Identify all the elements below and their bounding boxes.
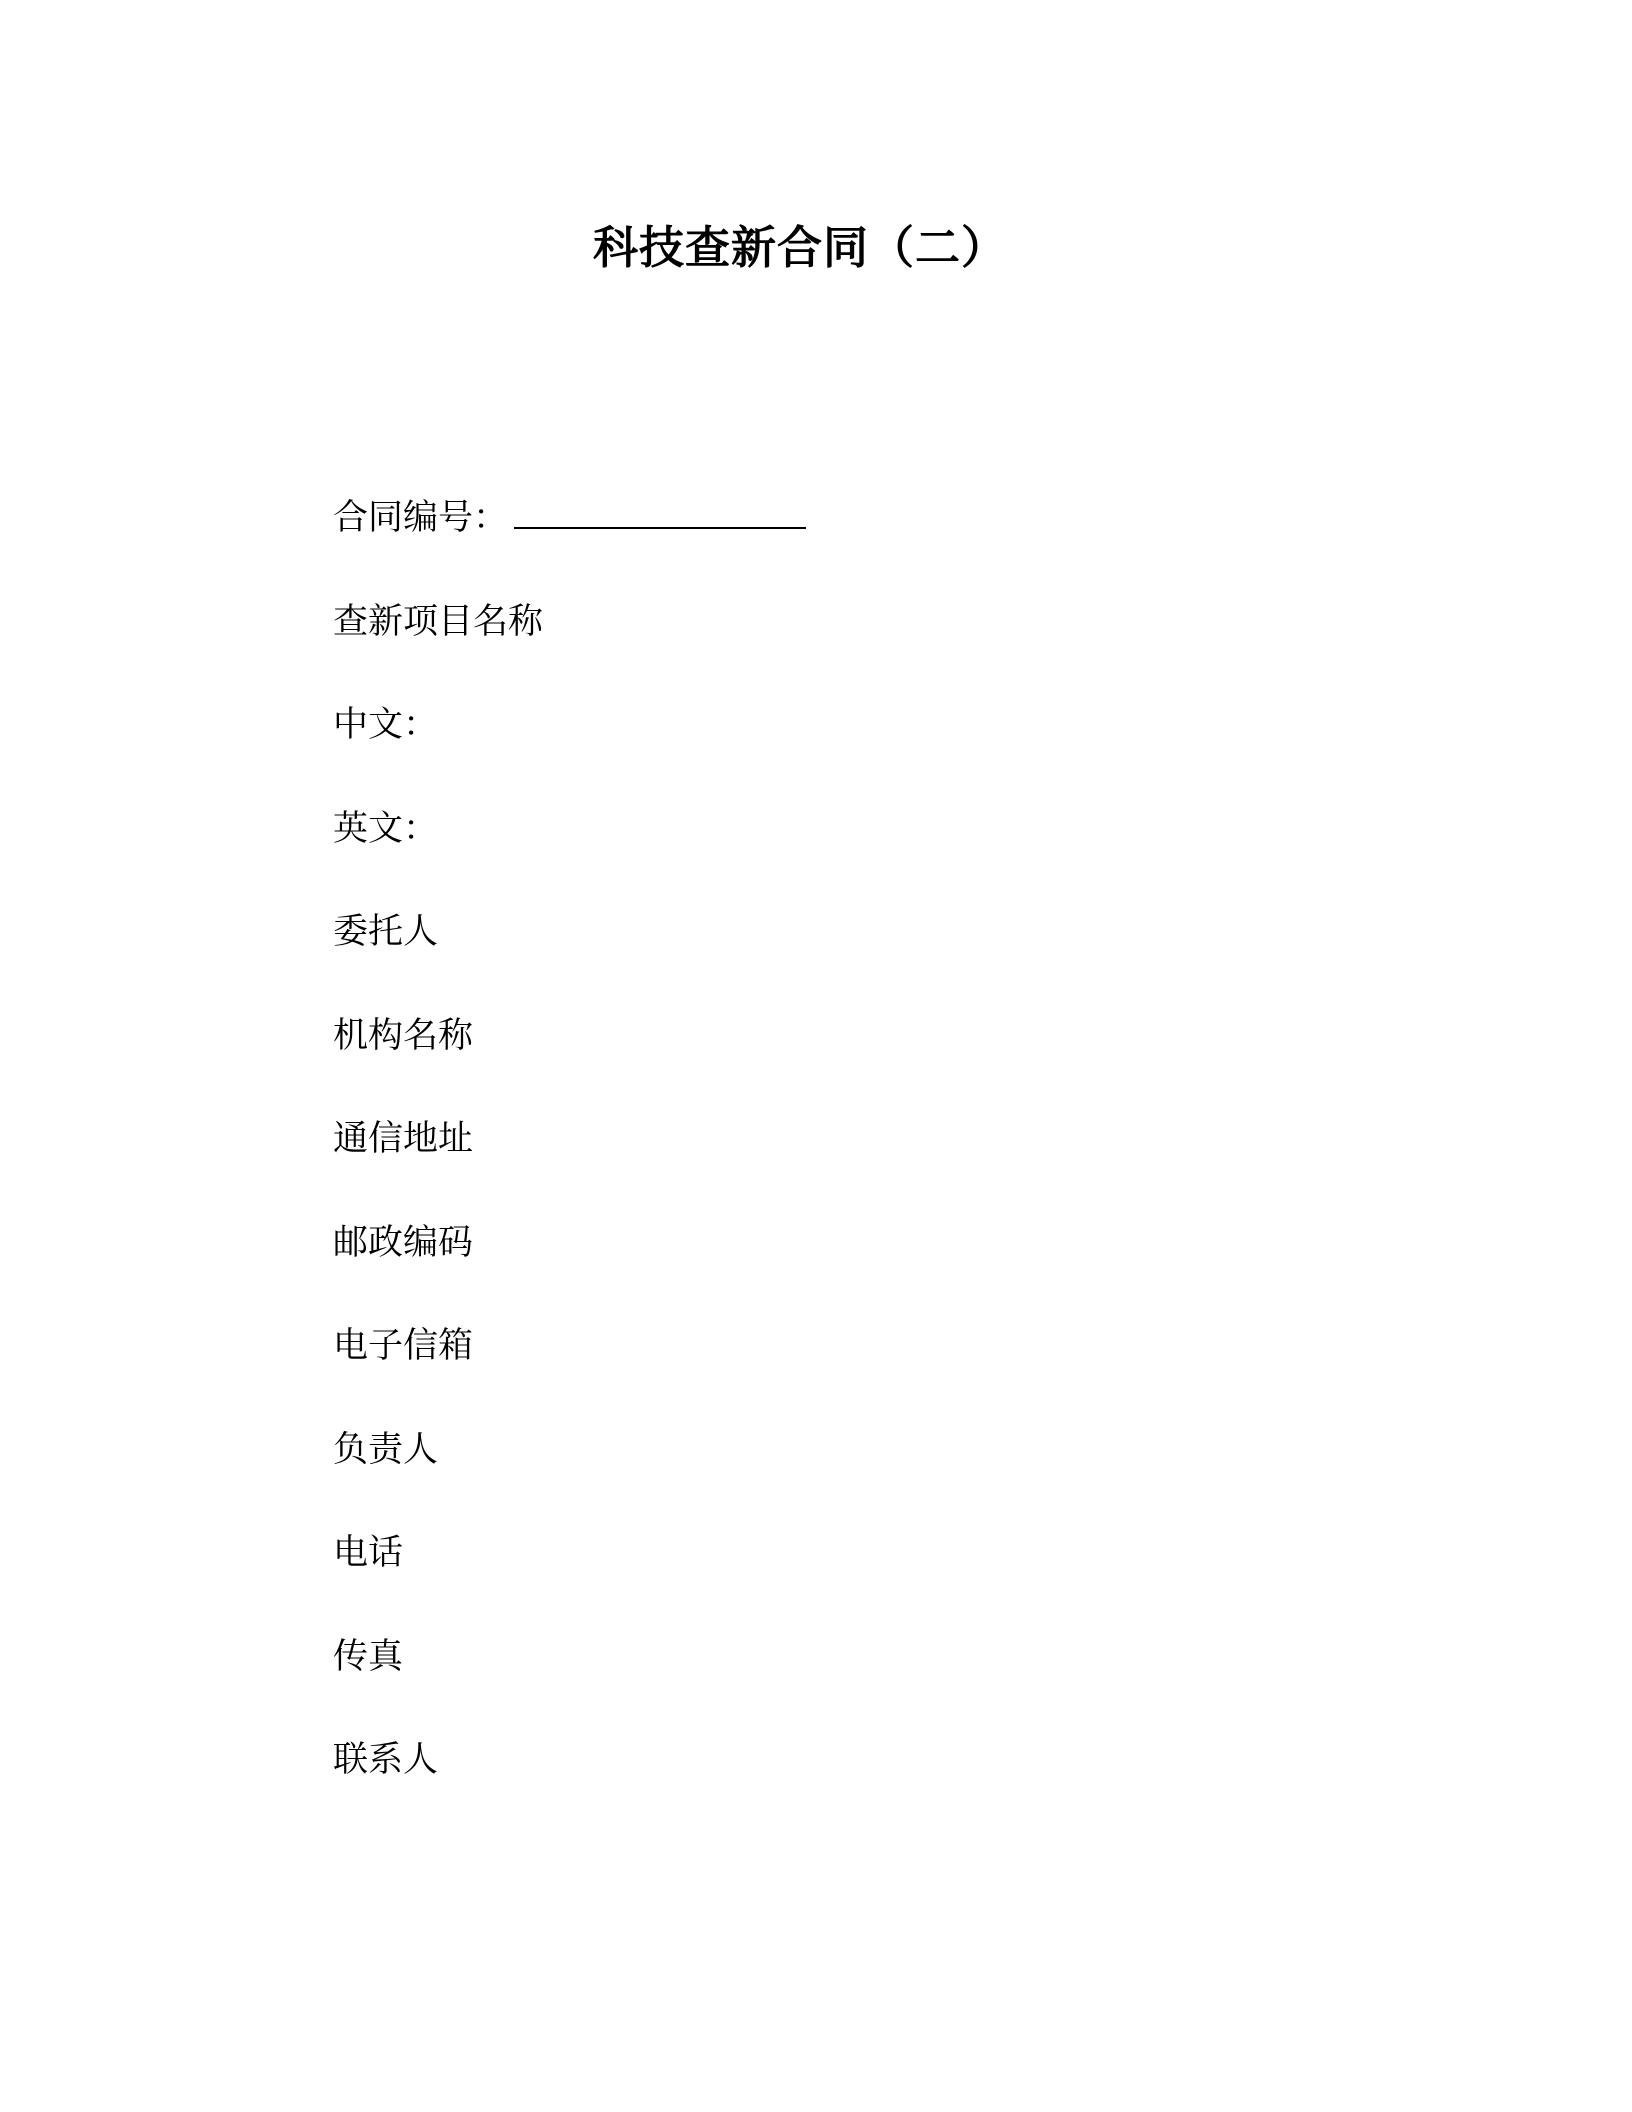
field-organization-name [333,1008,806,1112]
field-person-in-charge [333,1422,806,1526]
contract-field-list [333,490,806,1836]
contract-number-blank-line [514,491,806,529]
field-chinese [333,697,806,801]
field-label: 电子信箱 [333,1326,474,1366]
field-label: 英文： [333,808,439,849]
field-label: 查新项目名称 [333,601,544,642]
field-label: 中文： [333,705,439,745]
field-postal-code [333,1215,806,1319]
field-phone [333,1525,806,1629]
document-title: 科技查新合同（二） [592,221,1007,274]
field-label: 通信地址 [333,1119,474,1159]
field-contact-person [333,1732,806,1836]
field-label: 委托人 [333,912,439,952]
field-english [333,801,806,905]
field-label: 合同编号： [333,498,509,538]
field-label: 传真 [333,1636,404,1677]
field-label: 负责人 [333,1429,439,1470]
field-fax [333,1629,806,1733]
field-email [333,1318,806,1422]
field-label: 电话 [333,1533,404,1573]
field-label: 机构名称 [333,1015,474,1056]
field-project-name [333,594,806,698]
field-client [333,904,806,1008]
field-contract-number [333,490,806,594]
field-label: 联系人 [333,1740,439,1780]
field-mailing-address [333,1111,806,1215]
field-label: 邮政编码 [333,1222,474,1263]
